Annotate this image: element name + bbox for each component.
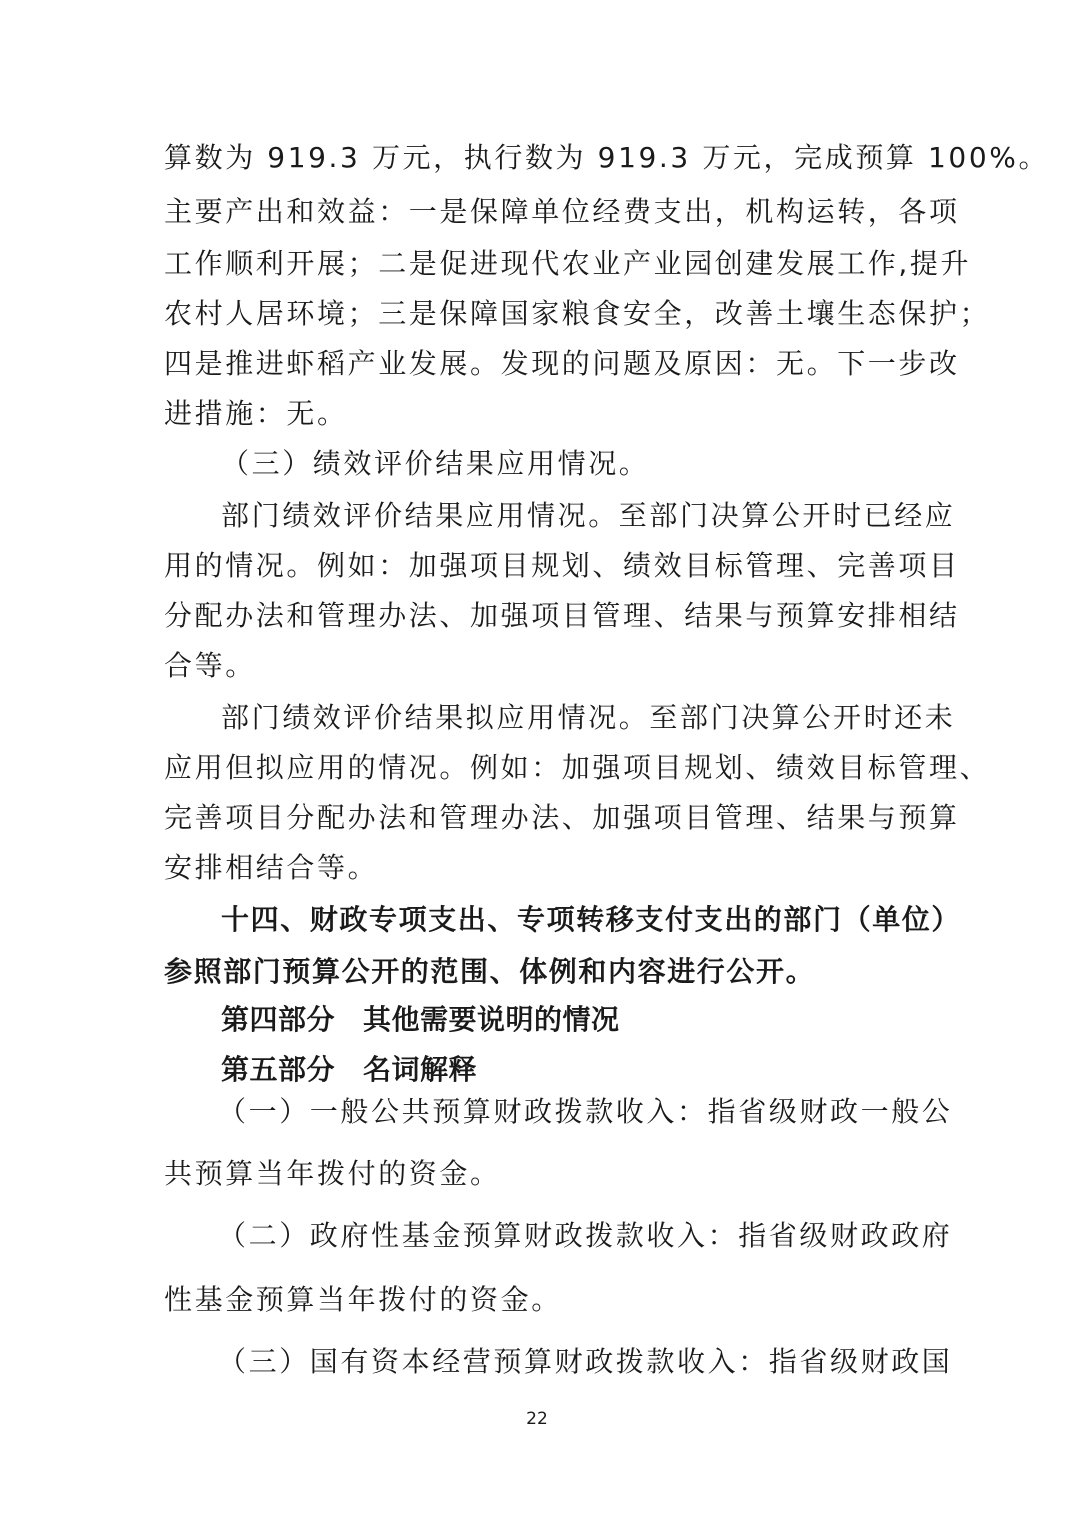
subsection-heading: （三）绩效评价结果应用情况。: [221, 447, 650, 480]
page-number: 22: [526, 1409, 548, 1429]
definition-line: （一）一般公共预算财政拨款收入：指省级财政一般公: [218, 1095, 953, 1128]
paragraph-line: 合等。: [164, 649, 256, 682]
paragraph-line: 分配办法和管理办法、加强项目管理、结果与预算安排相结: [164, 599, 960, 632]
part-title: 名词解释: [363, 1053, 478, 1086]
definition-line: 共预算当年拨付的资金。: [164, 1157, 501, 1190]
section-heading: 参照部门预算公开的范围、体例和内容进行公开。: [164, 955, 816, 988]
paragraph-line: 完善项目分配办法和管理办法、加强项目管理、结果与预算: [164, 801, 960, 834]
paragraph-line: 部门绩效评价结果应用情况。至部门决算公开时已经应: [221, 499, 956, 532]
paragraph-line: 应用但拟应用的情况。例如：加强项目规划、绩效目标管理、: [164, 751, 991, 784]
part-number: 第四部分: [221, 1003, 336, 1036]
part-heading-5: [221, 1052, 914, 1088]
paragraph-line: 算数为 919.3 万元，执行数为 919.3 万元，完成预算 100%。: [164, 141, 1050, 174]
paragraph-line: 工作顺利开展；二是促进现代农业产业园创建发展工作,提升: [164, 247, 972, 280]
definition-line: （二）政府性基金预算财政拨款收入：指省级财政政府: [218, 1219, 953, 1252]
part-title: 其他需要说明的情况: [363, 1003, 620, 1036]
part-heading-4: [221, 1002, 914, 1038]
definition-line: （三）国有资本经营预算财政拨款收入：指省级财政国: [218, 1345, 953, 1378]
paragraph-line: 进措施：无。: [164, 397, 348, 430]
definition-line: 性基金预算当年拨付的资金。: [164, 1283, 562, 1316]
part-number: 第五部分: [221, 1053, 336, 1086]
paragraph-line: 安排相结合等。: [164, 851, 379, 884]
paragraph-line: 四是推进虾稻产业发展。发现的问题及原因：无。下一步改: [164, 347, 960, 380]
section-heading: 十四、财政专项支出、专项转移支付支出的部门（单位）: [221, 903, 962, 936]
paragraph-line: 农村人居环境；三是保障国家粮食安全，改善土壤生态保护；: [164, 297, 991, 330]
paragraph-line: 用的情况。例如：加强项目规划、绩效目标管理、完善项目: [164, 549, 960, 582]
paragraph-line: 主要产出和效益：一是保障单位经费支出，机构运转，各项: [164, 195, 960, 228]
paragraph-line: 部门绩效评价结果拟应用情况。至部门决算公开时还未: [221, 701, 956, 734]
